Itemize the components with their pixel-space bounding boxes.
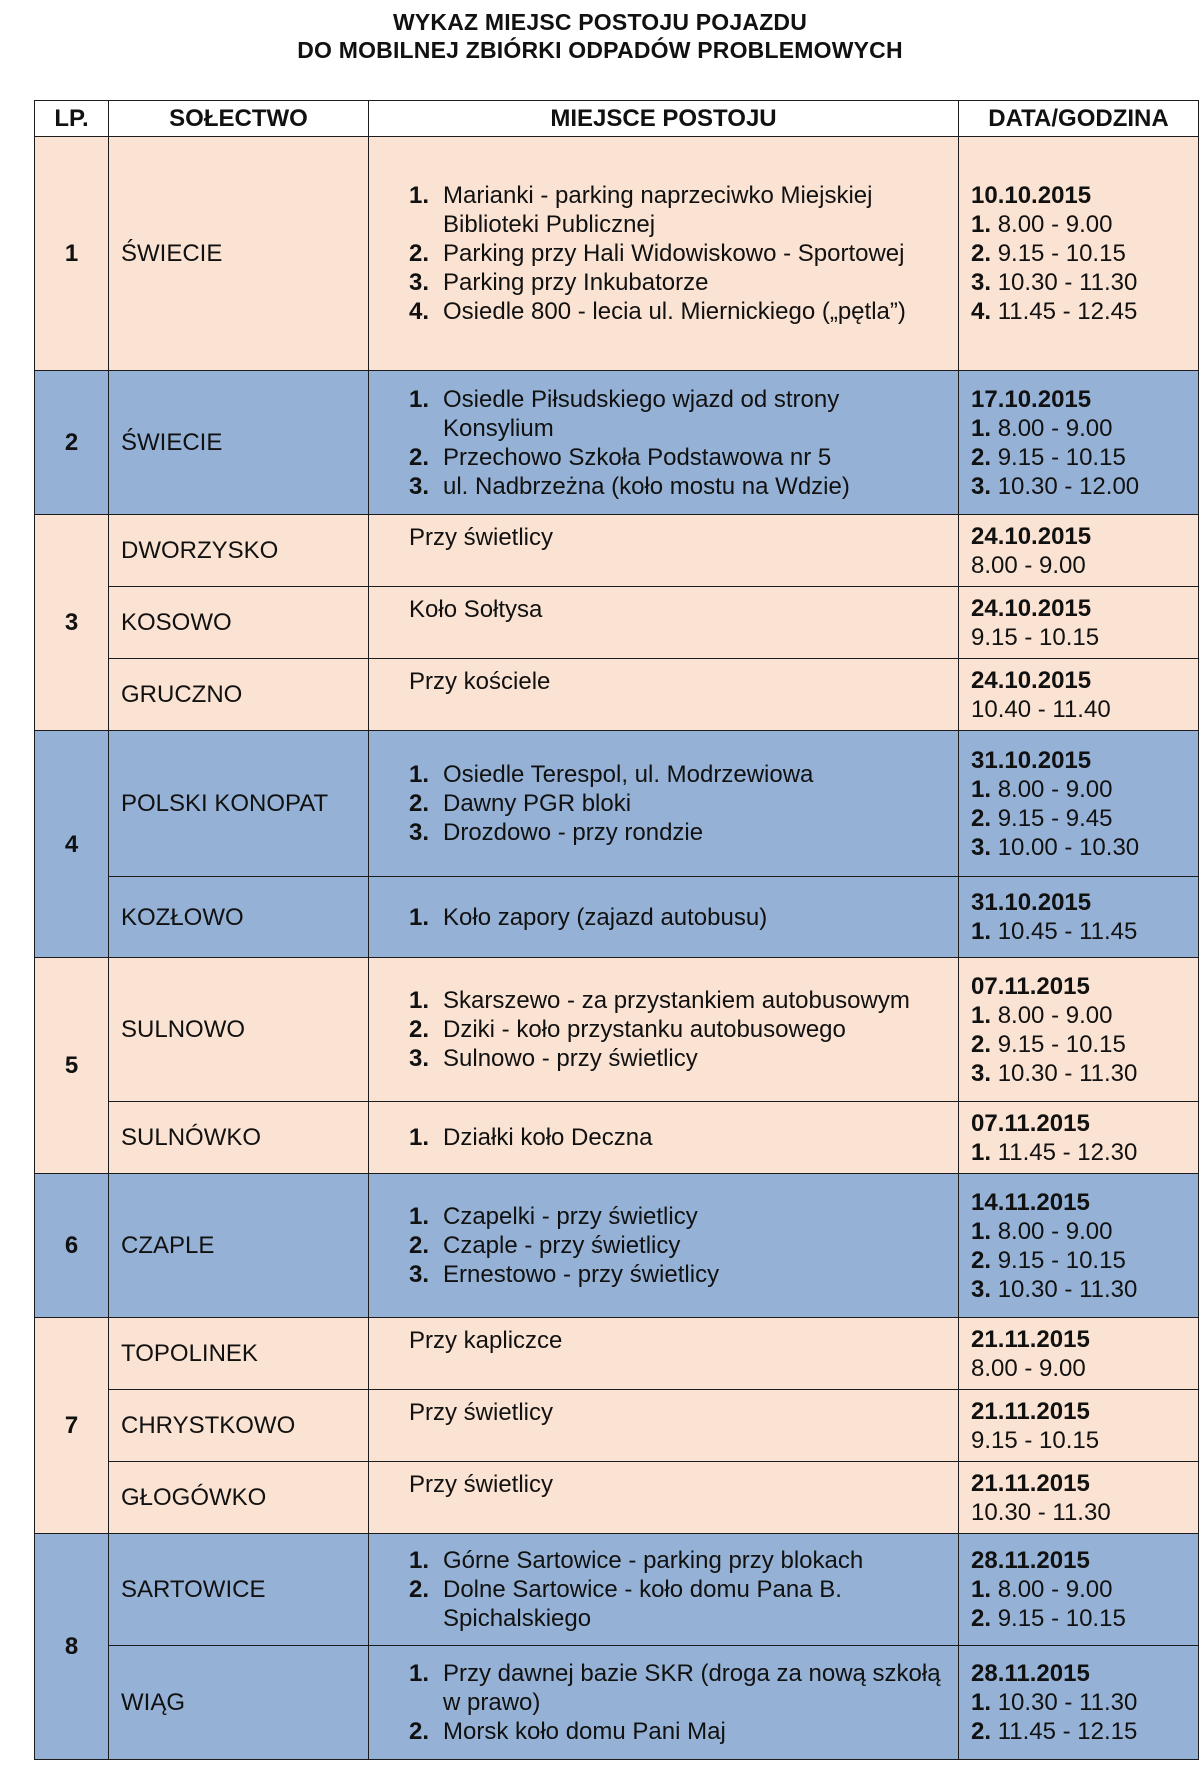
time-slot xyxy=(971,239,1192,268)
time-number: 1. xyxy=(971,1689,992,1716)
lp-cell: 2 xyxy=(35,371,109,515)
place-list xyxy=(409,1659,950,1746)
solectwo-cell: DWORZYSKO xyxy=(109,515,369,587)
list-number: 1. xyxy=(409,1660,430,1687)
date-cell xyxy=(959,1318,1199,1390)
solectwo-cell: GŁOGÓWKO xyxy=(109,1462,369,1534)
place-cell xyxy=(369,371,959,515)
date-label: 24.10.2015 xyxy=(971,522,1092,550)
header-row xyxy=(35,101,1199,137)
list-text: Osiedle 800 - lecia ul. Miernickiego („pętla”) xyxy=(443,298,906,325)
date-label: 14.11.2015 xyxy=(971,1188,1090,1216)
header-miejsce-postoju: MIEJSCE POSTOJU xyxy=(369,101,959,137)
place-cell: Przy świetlicy xyxy=(369,515,959,587)
schedule-table xyxy=(34,100,1199,1760)
time-slot xyxy=(971,1717,1192,1746)
list-item xyxy=(409,385,950,443)
place-list xyxy=(409,1123,950,1152)
list-number: 1. xyxy=(409,1203,430,1230)
time-slot xyxy=(971,472,1192,501)
list-number: 3. xyxy=(409,1045,430,1072)
table-row xyxy=(35,1462,1199,1534)
time-slot xyxy=(971,443,1192,472)
date-label: 07.11.2015 xyxy=(971,1109,1090,1137)
list-text: ul. Nadbrzeżna (koło mostu na Wdzie) xyxy=(443,472,850,500)
time-slot xyxy=(971,210,1192,239)
list-item xyxy=(409,181,950,239)
list-number: 2. xyxy=(409,1016,430,1043)
list-item xyxy=(409,1546,950,1575)
list-item xyxy=(409,1015,950,1044)
time-number: 1. xyxy=(971,1001,992,1029)
date-label: 31.10.2015 xyxy=(971,746,1092,774)
list-number: 2. xyxy=(409,443,430,471)
place-cell xyxy=(369,1102,959,1174)
time-range: 9.15 - 10.15 xyxy=(997,240,1126,267)
time-slot xyxy=(971,268,1192,297)
schedule-body xyxy=(35,137,1199,1760)
time-range: 11.45 - 12.30 xyxy=(997,1138,1138,1166)
time-number: 3. xyxy=(971,1059,992,1087)
place-cell xyxy=(369,1646,959,1760)
solectwo-cell: ŚWIECIE xyxy=(109,137,369,371)
time-range: 8.00 - 9.00 xyxy=(971,1354,1086,1382)
time-range: 10.45 - 11.45 xyxy=(997,918,1138,945)
place-cell xyxy=(369,1534,959,1646)
date-cell xyxy=(959,137,1199,371)
list-number: 1. xyxy=(409,761,430,788)
header-solectwo: SOŁECTWO xyxy=(109,101,369,137)
time-number: 2. xyxy=(971,804,992,832)
date-cell xyxy=(959,1390,1199,1462)
place-cell: Przy kapliczce xyxy=(369,1318,959,1390)
list-number: 1. xyxy=(409,182,430,209)
time-number: 3. xyxy=(971,472,992,500)
lp-cell: 6 xyxy=(35,1174,109,1318)
time-slot xyxy=(971,833,1192,862)
table-row xyxy=(35,515,1199,587)
date-cell xyxy=(959,515,1199,587)
solectwo-cell: KOZŁOWO xyxy=(109,877,369,958)
solectwo-cell: CHRYSTKOWO xyxy=(109,1390,369,1462)
list-text: Przy dawnej bazie SKR (droga za nową szkołą w prawo) xyxy=(443,1660,941,1716)
time-slot xyxy=(971,1688,1192,1717)
time-slot xyxy=(971,297,1192,326)
date-label: 24.10.2015 xyxy=(971,666,1092,694)
place-cell: Przy świetlicy xyxy=(369,1462,959,1534)
time-range: 8.00 - 9.00 xyxy=(997,1001,1113,1029)
table-row xyxy=(35,1318,1199,1390)
lp-cell: 1 xyxy=(35,137,109,371)
list-item xyxy=(409,789,950,818)
date-label: 24.10.2015 xyxy=(971,594,1092,622)
place-cell xyxy=(369,731,959,877)
solectwo-cell: POLSKI KONOPAT xyxy=(109,731,369,877)
list-text: Marianki - parking naprzeciwko Miejskiej Biblioteki Publicznej xyxy=(443,182,873,238)
place-cell xyxy=(369,137,959,371)
solectwo-cell: TOPOLINEK xyxy=(109,1318,369,1390)
time-number: 1. xyxy=(971,1576,992,1603)
time-slot xyxy=(971,1217,1192,1246)
list-number: 2. xyxy=(409,1232,430,1259)
solectwo-cell: CZAPLE xyxy=(109,1174,369,1318)
list-item xyxy=(409,443,950,472)
time-range: 8.00 - 9.00 xyxy=(971,551,1086,579)
date-label: 21.11.2015 xyxy=(971,1325,1090,1353)
time-number: 4. xyxy=(971,298,992,325)
list-item xyxy=(409,1044,950,1073)
time-range: 9.15 - 10.15 xyxy=(997,443,1126,471)
list-text: Dawny PGR bloki xyxy=(443,790,632,817)
time-slot xyxy=(971,775,1192,804)
list-number: 1. xyxy=(409,1547,430,1574)
time-slot xyxy=(971,1246,1192,1275)
place-list xyxy=(409,986,950,1073)
document-title xyxy=(0,8,1200,64)
solectwo-cell: SULNÓWKO xyxy=(109,1102,369,1174)
time-range: 10.30 - 11.30 xyxy=(997,269,1138,296)
time-range: 10.00 - 10.30 xyxy=(997,833,1140,861)
header-lp: LP. xyxy=(35,101,109,137)
list-text: Koło zapory (zajazd autobusu) xyxy=(443,903,768,931)
place-list xyxy=(409,1546,950,1633)
date-cell xyxy=(959,1534,1199,1646)
table-row xyxy=(35,958,1199,1102)
table-row xyxy=(35,1102,1199,1174)
time-slot xyxy=(971,1604,1192,1633)
time-range: 8.00 - 9.00 xyxy=(997,775,1113,803)
time-range: 10.40 - 11.40 xyxy=(971,695,1111,723)
time-range: 10.30 - 11.30 xyxy=(971,1498,1111,1526)
time-number: 2. xyxy=(971,1605,992,1632)
table-row xyxy=(35,731,1199,877)
time-slot xyxy=(971,917,1192,946)
date-cell xyxy=(959,731,1199,877)
time-slot xyxy=(971,1001,1192,1030)
time-slot xyxy=(971,1030,1192,1059)
time-range: 8.00 - 9.00 xyxy=(997,1217,1113,1245)
date-cell xyxy=(959,371,1199,515)
time-number: 1. xyxy=(971,211,992,238)
list-number: 2. xyxy=(409,240,430,267)
time-number: 1. xyxy=(971,414,992,442)
lp-cell: 3 xyxy=(35,515,109,731)
list-text: Czapelki - przy świetlicy xyxy=(443,1203,698,1230)
time-range: 9.15 - 10.15 xyxy=(997,1605,1126,1632)
list-item xyxy=(409,1123,950,1152)
time-number: 2. xyxy=(971,1718,992,1745)
list-number: 2. xyxy=(409,1718,430,1745)
time-range: 11.45 - 12.45 xyxy=(997,298,1138,325)
list-number: 3. xyxy=(409,269,430,296)
title-line-2: DO MOBILNEJ ZBIÓRKI ODPADÓW PROBLEMOWYCH xyxy=(297,37,903,63)
list-item xyxy=(409,818,950,847)
list-number: 1. xyxy=(409,1124,430,1151)
list-item xyxy=(409,472,950,501)
list-text: Parking przy Hali Widowiskowo - Sportowej xyxy=(443,240,905,267)
title-line-1: WYKAZ MIEJSC POSTOJU POJAZDU xyxy=(392,9,808,35)
list-number: 2. xyxy=(409,1576,430,1603)
list-text: Dolne Sartowice - koło domu Pana B. Spichalskiego xyxy=(443,1576,842,1632)
time-range: 9.15 - 10.15 xyxy=(971,623,1100,651)
time-range: 10.30 - 11.30 xyxy=(997,1689,1138,1716)
time-number: 1. xyxy=(971,1217,992,1245)
header-data-godzina: DATA/GODZINA xyxy=(959,101,1199,137)
time-range: 9.15 - 9.45 xyxy=(997,804,1113,832)
time-number: 3. xyxy=(971,1275,992,1303)
lp-cell: 8 xyxy=(35,1534,109,1760)
date-label: 21.11.2015 xyxy=(971,1469,1090,1497)
solectwo-cell: SARTOWICE xyxy=(109,1534,369,1646)
list-text: Ernestowo - przy świetlicy xyxy=(443,1261,720,1288)
list-text: Drozdowo - przy rondzie xyxy=(443,819,704,846)
date-cell xyxy=(959,1646,1199,1760)
time-number: 2. xyxy=(971,1246,992,1274)
list-text: Dziki - koło przystanku autobusowego xyxy=(443,1016,846,1043)
date-label: 07.11.2015 xyxy=(971,972,1090,1000)
list-text: Parking przy Inkubatorze xyxy=(443,269,709,296)
time-range: 9.15 - 10.15 xyxy=(997,1246,1126,1274)
list-number: 4. xyxy=(409,298,430,325)
solectwo-cell: SULNOWO xyxy=(109,958,369,1102)
list-item xyxy=(409,1202,950,1231)
list-number: 1. xyxy=(409,903,430,931)
table-row xyxy=(35,1646,1199,1760)
list-item xyxy=(409,1659,950,1717)
list-text: Osiedle Terespol, ul. Modrzewiowa xyxy=(443,761,814,788)
list-number: 3. xyxy=(409,472,430,500)
time-number: 2. xyxy=(971,443,992,471)
time-range: 8.00 - 9.00 xyxy=(997,211,1113,238)
list-number: 1. xyxy=(409,987,430,1014)
time-slot xyxy=(971,804,1192,833)
date-cell xyxy=(959,1174,1199,1318)
list-item xyxy=(409,986,950,1015)
solectwo-cell: WIĄG xyxy=(109,1646,369,1760)
time-slot xyxy=(971,1275,1192,1304)
time-number: 1. xyxy=(971,1138,992,1166)
date-label: 28.11.2015 xyxy=(971,1660,1090,1687)
date-cell xyxy=(959,1462,1199,1534)
date-cell xyxy=(959,659,1199,731)
date-label: 21.11.2015 xyxy=(971,1397,1090,1425)
table-row xyxy=(35,877,1199,958)
place-list xyxy=(409,760,950,847)
list-item xyxy=(409,760,950,789)
time-range: 10.30 - 11.30 xyxy=(997,1275,1138,1303)
place-list xyxy=(409,903,950,932)
time-number: 3. xyxy=(971,833,992,861)
time-slot xyxy=(971,1575,1192,1604)
list-item xyxy=(409,268,950,297)
list-text: Działki koło Deczna xyxy=(443,1124,653,1151)
solectwo-cell: KOSOWO xyxy=(109,587,369,659)
list-number: 1. xyxy=(409,385,430,413)
date-cell xyxy=(959,877,1199,958)
list-item xyxy=(409,903,950,932)
solectwo-cell: ŚWIECIE xyxy=(109,371,369,515)
table-row xyxy=(35,659,1199,731)
place-cell xyxy=(369,877,959,958)
table-row xyxy=(35,137,1199,371)
place-list xyxy=(409,1202,950,1289)
time-number: 2. xyxy=(971,1030,992,1058)
list-text: Osiedle Piłsudskiego wjazd od strony Konsylium xyxy=(443,385,840,442)
date-label: 17.10.2015 xyxy=(971,385,1092,413)
time-slot xyxy=(971,1138,1192,1167)
time-range: 10.30 - 11.30 xyxy=(997,1059,1138,1087)
date-label: 10.10.2015 xyxy=(971,182,1092,209)
time-range: 10.30 - 12.00 xyxy=(997,472,1140,500)
table-row xyxy=(35,1174,1199,1318)
time-number: 1. xyxy=(971,775,992,803)
time-slot xyxy=(971,414,1192,443)
time-number: 1. xyxy=(971,918,992,945)
place-list xyxy=(409,181,950,326)
list-item xyxy=(409,1231,950,1260)
time-range: 8.00 - 9.00 xyxy=(997,414,1113,442)
place-cell xyxy=(369,958,959,1102)
table-row xyxy=(35,1534,1199,1646)
solectwo-cell: GRUCZNO xyxy=(109,659,369,731)
list-item xyxy=(409,297,950,326)
date-cell xyxy=(959,958,1199,1102)
place-cell xyxy=(369,1174,959,1318)
list-text: Morsk koło domu Pani Maj xyxy=(443,1718,726,1745)
list-item xyxy=(409,239,950,268)
list-item xyxy=(409,1717,950,1746)
time-range: 9.15 - 10.15 xyxy=(971,1426,1100,1454)
place-cell: Przy kościele xyxy=(369,659,959,731)
date-label: 31.10.2015 xyxy=(971,889,1092,916)
table-row xyxy=(35,587,1199,659)
time-range: 9.15 - 10.15 xyxy=(997,1030,1126,1058)
time-slot xyxy=(971,1059,1192,1088)
date-label: 28.11.2015 xyxy=(971,1547,1090,1574)
list-item xyxy=(409,1575,950,1633)
place-cell: Przy świetlicy xyxy=(369,1390,959,1462)
lp-cell: 4 xyxy=(35,731,109,958)
list-text: Sulnowo - przy świetlicy xyxy=(443,1045,698,1072)
time-range: 8.00 - 9.00 xyxy=(997,1576,1113,1603)
list-number: 3. xyxy=(409,819,430,846)
list-number: 2. xyxy=(409,790,430,817)
time-range: 11.45 - 12.15 xyxy=(997,1718,1138,1745)
lp-cell: 5 xyxy=(35,958,109,1174)
lp-cell: 7 xyxy=(35,1318,109,1534)
place-list xyxy=(409,385,950,501)
date-cell xyxy=(959,587,1199,659)
time-number: 2. xyxy=(971,240,992,267)
list-text: Górne Sartowice - parking przy blokach xyxy=(443,1547,864,1574)
table-row xyxy=(35,371,1199,515)
table-row xyxy=(35,1390,1199,1462)
list-text: Skarszewo - za przystankiem autobusowym xyxy=(443,987,910,1014)
date-cell xyxy=(959,1102,1199,1174)
list-text: Przechowo Szkoła Podstawowa nr 5 xyxy=(443,443,832,471)
list-item xyxy=(409,1260,950,1289)
list-number: 3. xyxy=(409,1261,430,1288)
list-text: Czaple - przy świetlicy xyxy=(443,1232,681,1259)
place-cell: Koło Sołtysa xyxy=(369,587,959,659)
time-number: 3. xyxy=(971,269,992,296)
